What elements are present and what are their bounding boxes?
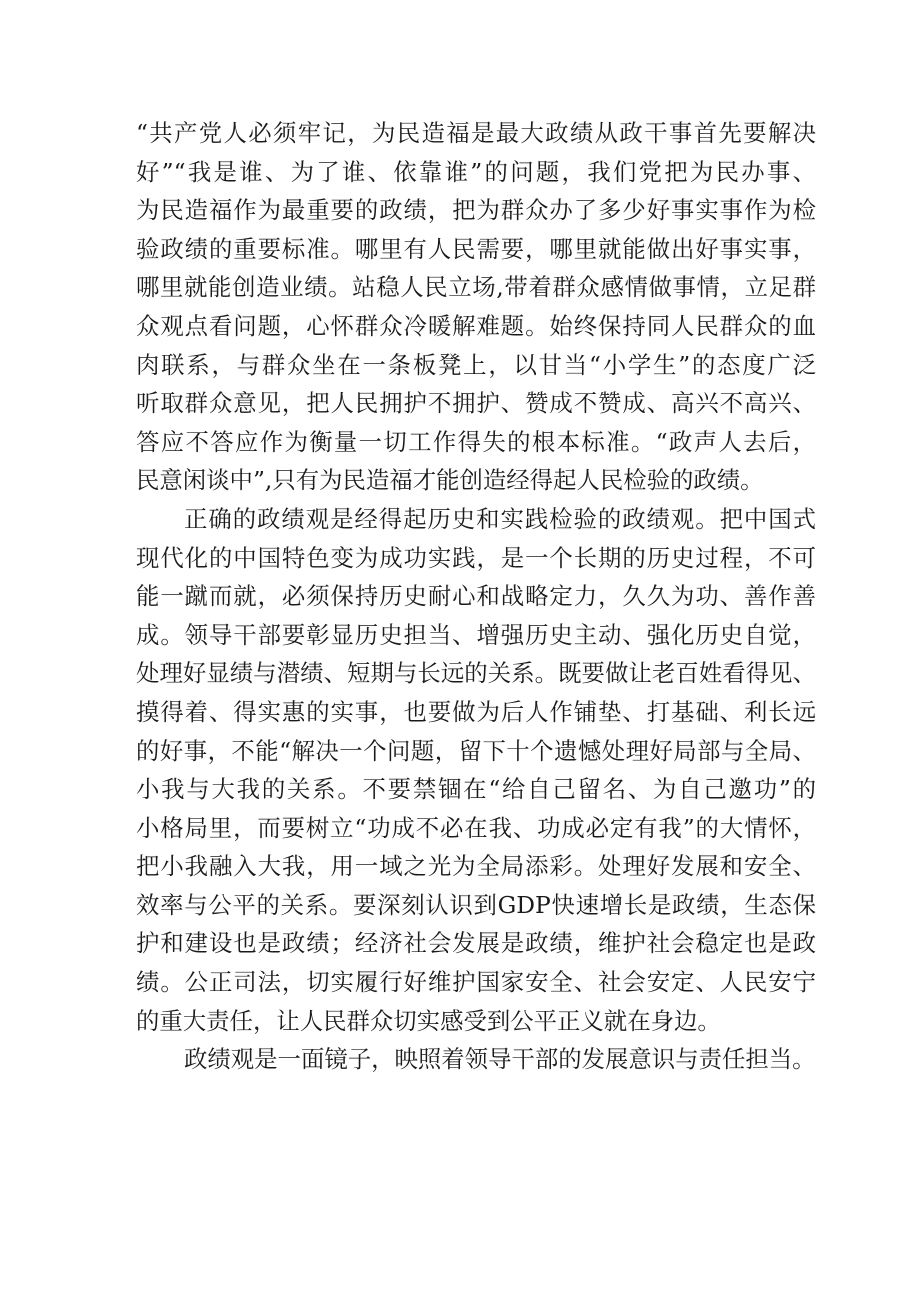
paragraph-1 — [136, 114, 816, 500]
text-line: 绩。公正司法，切实履行好维护国家安全、社会安定、人民安宁 — [136, 968, 816, 997]
document-body — [136, 114, 816, 1079]
text-line: 民意闲谈中”,只有为民造福才能创造经得起人民检验的政绩。 — [136, 466, 764, 495]
text-line: 为民造福作为最重要的政绩，把为群众办了多少好事实事作为检 — [136, 196, 816, 225]
text-line: 能一蹴而就，必须保持历史耐心和战略定力，久久为功、善作善 — [136, 582, 816, 611]
text-line: 小格局里，而要树立“功成不必在我、功成必定有我”的大情怀， — [136, 813, 816, 842]
text-line: 正确的政绩观是经得起历史和实践检验的政绩观。把中国式 — [184, 504, 816, 533]
text-line: 现代化的中国特色变为成功实践，是一个长期的历史过程，不可 — [136, 543, 816, 572]
text-line: 处理好显绩与潜绩、短期与长远的关系。既要做让老百姓看得见、 — [136, 659, 816, 688]
text-line: 好”“我是谁、为了谁、依靠谁”的问题，我们党把为民办事、 — [136, 157, 816, 186]
paragraph-3 — [136, 1040, 816, 1079]
text-line: 验政绩的重要标准。哪里有人民需要，哪里就能做出好事实事， — [136, 234, 816, 263]
text-line: 摸得着、得实惠的实事，也要做为后人作铺垫、打基础、利长远 — [136, 697, 816, 726]
text-line: 答应不答应作为衡量一切工作得失的根本标准。“政声人去后， — [136, 427, 816, 456]
text-line: 众观点看问题，心怀群众冷暖解难题。始终保持同人民群众的血 — [136, 311, 816, 340]
text-line: 成。领导干部要彰显历史担当、增强历史主动、强化历史自觉， — [136, 620, 816, 649]
text-line: 把小我融入大我，用一域之光为全局添彩。处理好发展和安全、 — [136, 852, 816, 881]
text-line: 的好事，不能“解决一个问题，留下十个遗憾处理好局部与全局、 — [136, 736, 816, 765]
text-line: 听取群众意见，把人民拥护不拥护、赞成不赞成、高兴不高兴、 — [136, 389, 816, 418]
text-line: “共产党人必须牢记，为民造福是最大政绩从政干事首先要解决 — [136, 119, 816, 147]
text-line: 小我与大我的关系。不要禁锢在“给自己留名、为自己邀功”的 — [136, 775, 816, 804]
text-line: 政绩观是一面镜子，映照着领导干部的发展意识与责任担当。 — [184, 1045, 816, 1074]
text-line: 的重大责任，让人民群众切实感受到公平正义就在身边。 — [136, 1006, 721, 1035]
text-line: 哪里就能创造业绩。站稳人民立场,带着群众感情做事情，立足群 — [136, 273, 816, 302]
text-line: 肉联系，与群众坐在一条板凳上，以甘当“小学生”的态度广泛 — [136, 350, 816, 379]
text-line: 护和建设也是政绩；经济社会发展是政绩，维护社会稳定也是政 — [136, 929, 816, 958]
text-line: 效率与公平的关系。要深刻认识到GDP快速增长是政绩，生态保 — [136, 890, 816, 919]
paragraph-2 — [136, 500, 816, 1040]
